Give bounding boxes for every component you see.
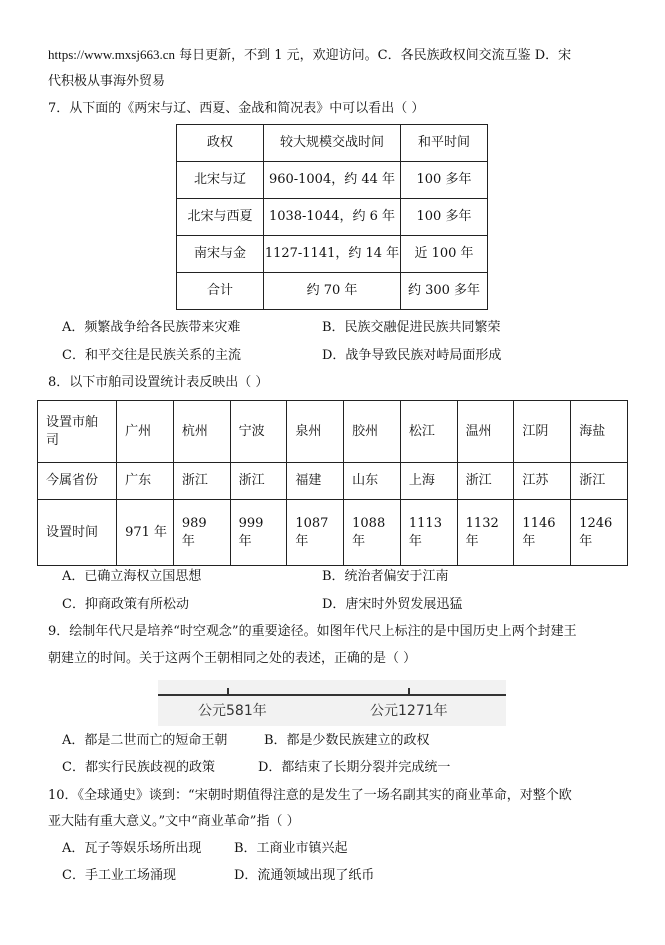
timeline-ruler (158, 680, 506, 726)
q8-option-c: C．抑商政策有所松动 (62, 597, 189, 612)
q7-option-c: C．和平交往是民族关系的主流 (62, 348, 241, 363)
header-line-2: 代积极从事海外贸易 (48, 74, 166, 89)
q8-row-label-year: 设置时间 (38, 500, 117, 566)
q8-province-cell: 江苏 (514, 463, 571, 500)
q7-option-d: D．战争导致民族对峙局面形成 (322, 348, 502, 363)
timeline-label: 公元1271年 (370, 703, 448, 719)
q9-stem-line-1: 9．绘制年代尺是培养“时空观念”的重要途径。如图年代尺上标注的是中国历史上两个封建王 (48, 624, 577, 639)
q8-province-cell: 福建 (287, 463, 344, 500)
q7-cell: 960-1004，约 44 年 (264, 162, 401, 199)
site-url: https://www.mxsj663.cn (48, 47, 175, 62)
q8-year-cell: 999 年 (230, 500, 287, 566)
q8-province-cell: 浙江 (457, 463, 514, 500)
timeline-axis (158, 694, 506, 696)
q8-option-b: B．统治者偏安于江南 (322, 569, 449, 584)
q7-cell: 近 100 年 (401, 236, 488, 273)
timeline-label: 公元581年 (198, 703, 267, 719)
q7-total-cell: 约 70 年 (264, 273, 401, 310)
q8-option-d: D．唐宋时外贸发展迅猛 (322, 597, 463, 612)
q8-city-cell: 杭州 (173, 401, 230, 463)
q7-table (176, 124, 488, 310)
q7-header-cell: 较大规模交战时间 (264, 125, 401, 162)
q8-province-cell: 浙江 (571, 463, 628, 500)
q8-city-cell: 泉州 (287, 401, 344, 463)
q9-option-a: A．都是二世而亡的短命王朝 (62, 733, 228, 748)
q8-year-cell: 1146 年 (514, 500, 571, 566)
q10-option-a: A．瓦子等娱乐场所出现 (62, 841, 202, 856)
q7-header-cell: 和平时间 (401, 125, 488, 162)
timeline-tick (227, 688, 229, 696)
q8-province-cell: 上海 (400, 463, 457, 500)
q7-cell: 北宋与辽 (177, 162, 264, 199)
header-line-1 (48, 46, 571, 65)
q8-year-cell: 1087 年 (287, 500, 344, 566)
q8-city-cell: 松江 (400, 401, 457, 463)
q8-table (37, 400, 628, 566)
q7-option-a: A．频繁战争给各民族带来灾难 (62, 320, 241, 335)
q10-option-b: B．工商业市镇兴起 (234, 841, 348, 856)
q7-cell: 100 多年 (401, 199, 488, 236)
q7-cell: 北宋与西夏 (177, 199, 264, 236)
q10-option-c: C．手工业工场涌现 (62, 868, 176, 883)
q8-option-a: A．已确立海权立国思想 (62, 569, 202, 584)
q8-year-cell: 1088 年 (344, 500, 401, 566)
q9-option-c: C．都实行民族歧视的政策 (62, 760, 215, 775)
q8-city-cell: 胶州 (344, 401, 401, 463)
q8-city-cell: 宁波 (230, 401, 287, 463)
q8-year-cell: 1132 年 (457, 500, 514, 566)
q8-year-cell: 1113 年 (400, 500, 457, 566)
q8-city-cell: 海盐 (571, 401, 628, 463)
timeline-tick (408, 688, 410, 696)
header-text: 每日更新，不到 1 元，欢迎访问。C．各民族政权间交流互鉴 D．宋 (175, 48, 572, 63)
q8-city-cell: 江阴 (514, 401, 571, 463)
q9-option-b: B．都是少数民族建立的政权 (264, 733, 430, 748)
q7-option-b: B．民族交融促进民族共同繁荣 (322, 320, 501, 335)
q7-header-cell: 政权 (177, 125, 264, 162)
q8-row-label-province: 今属省份 (38, 463, 117, 500)
q8-year-cell: 971 年 (117, 500, 174, 566)
q8-city-cell: 广州 (117, 401, 174, 463)
q8-city-cell: 温州 (457, 401, 514, 463)
q7-cell: 南宋与金 (177, 236, 264, 273)
q7-stem: 7．从下面的《两宋与辽、西夏、金战和简况表》中可以看出（ ） (48, 101, 425, 116)
q7-total-cell: 合计 (177, 273, 264, 310)
q10-stem-line-2: 亚大陆有重大意义。”文中“商业革命”指（ ） (48, 814, 300, 829)
q7-cell: 1038-1044，约 6 年 (264, 199, 401, 236)
q8-year-cell: 1246 年 (571, 500, 628, 566)
q8-row-label-city: 设置市舶 司 (38, 401, 117, 463)
q10-option-d: D．流通领域出现了纸币 (234, 868, 375, 883)
q8-province-cell: 广东 (117, 463, 174, 500)
q10-stem-line-1: 10．《全球通史》谈到：“宋朝时期值得注意的是发生了一场名副其实的商业革命，对整个欧 (48, 788, 572, 803)
q8-stem: 8．以下市舶司设置统计表反映出（ ） (48, 375, 269, 390)
q8-province-cell: 浙江 (173, 463, 230, 500)
q8-province-cell: 山东 (344, 463, 401, 500)
q8-province-cell: 浙江 (230, 463, 287, 500)
q7-cell: 100 多年 (401, 162, 488, 199)
q7-total-cell: 约 300 多年 (401, 273, 488, 310)
q9-stem-line-2: 朝建立的时间。关于这两个王朝相同之处的表述，正确的是（ ） (48, 651, 417, 666)
q7-cell: 1127-1141，约 14 年 (264, 236, 401, 273)
q8-year-cell: 989 年 (173, 500, 230, 566)
q9-option-d: D．都结束了长期分裂并完成统一 (258, 760, 451, 775)
